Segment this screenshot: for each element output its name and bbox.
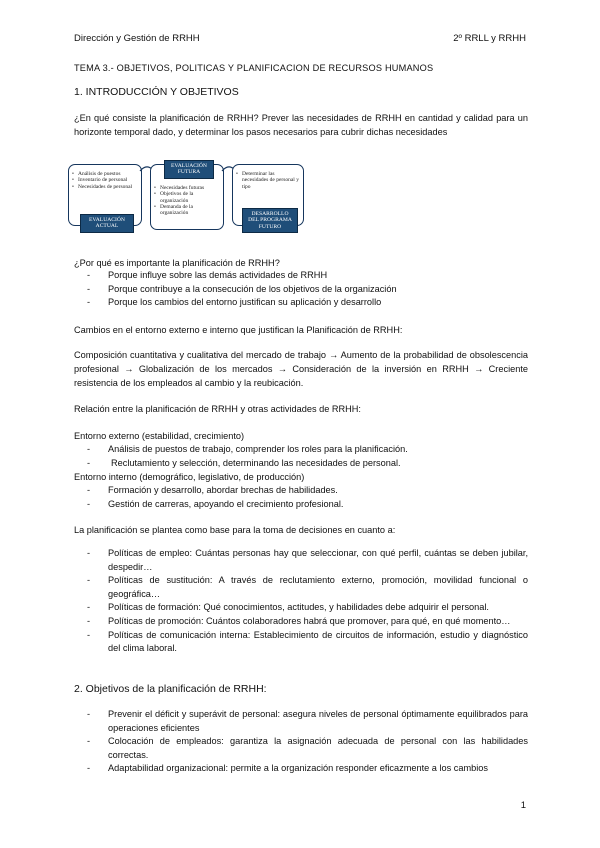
section2-title: 2. Objetivos de la planificación de RRHH: [74,683,267,695]
diagram-item: • Inventario de personal [71,177,138,183]
list-item: - Porque los cambios del entorno justifican su aplicación y desarrollo [87,297,382,308]
diagram-item: • Demanda de la organización [153,204,220,217]
list-item: - Políticas de empleo: Cuántas personas hay que seleccionar, con qué perfil, cuántas se deben jubilar, despedir… [87,548,528,572]
objetivos-list [87,708,528,776]
list-item: - Formación y desarrollo, abordar brechas de habilidades. [87,485,338,495]
section1-title: 1. INTRODUCCIÓN Y OBJETIVOS [74,86,239,98]
diagram-tag-current: EVALUACIÓN ACTUAL [80,214,134,233]
why-question: ¿Por qué es importante la planificación de RRHH? [74,258,280,268]
list-item: - Porque contribuye a la consecución de los objetivos de la organización [87,283,397,294]
tema-title: TEMA 3.- OBJETIVOS, POLITICAS Y PLANIFICACION DE RECURSOS HUMANOS [74,63,434,73]
list-item: - Prevenir el déficit y superávit de personal: asegura niveles de personal óptimamente equilibrados para operaciones eficientes [87,709,528,733]
entorno-externo: Entorno externo (estabilidad, crecimiento) [74,431,245,441]
list-item: - Reclutamiento y selección, determinando las necesidades de personal. [87,457,401,468]
relacion-title: Relación entre la planificación de RRHH y otras actividades de RRHH: [74,404,361,414]
diagram-tag-program: DESARROLLO DEL PROGRAMA FUTURO [242,208,298,233]
list-item: - Políticas de formación: Qué conocimientos, actitudes, y habilidades debe adquirir el personal. [87,602,489,613]
cambios-text: Composición cuantitativa y cualitativa del mercado de trabajo → Aumento de la probabilidad de obsolescencia profesional → Globalización de los mercados → Consideración de la inversión en RRHH → Creciente resistencia de los empleados al cambio y la reubicación. [74,350,528,388]
diagram-item: • Análisis de puestos [71,171,138,177]
diagram-tag-future: EVALUACIÓN FUTURA [164,160,214,179]
why-list [87,269,528,310]
header-right: 2º RRLL y RRHH [453,33,526,44]
planning-diagram [68,160,308,240]
diagram-item: • Necesidades futuras [153,185,220,191]
base-title: La planificación se plantea como base para la toma de decisiones en cuanto a: [74,525,396,535]
diagram-item: • Determinar las necesidades de personal y tipo [235,171,300,190]
list-item: - Análisis de puestos de trabajo, comprender los roles para la planificación. [87,444,408,454]
list-item: - Políticas de promoción: Cuántos colaboradores habrá que promover, para qué, en qué momento… [87,615,511,626]
diagram-item: • Objetivos de la organización [153,191,220,204]
intro-question: ¿En qué consiste la planificación de RRHH? Prever las necesidades de RRHH en cantidad y calidad para un horizonte temporal dado, y determinar los pasos necesarios para cubrir dichas necesidades [74,113,528,137]
list-item: - Porque influye sobre las demás actividades de RRHH [87,270,328,280]
interno-list [87,484,528,511]
header-left: Dirección y Gestión de RRHH [74,33,200,44]
politicas-list [87,547,528,656]
externo-list [87,443,528,470]
list-item: - Políticas de comunicación interna: Establecimiento de circuitos de información, estudio y diagnóstico del clima laboral. [87,629,528,654]
entorno-interno: Entorno interno (demográfico, legislativo, de producción) [74,472,305,482]
page-number: 1 [520,800,526,811]
list-item: - Adaptabilidad organizacional: permite a la organización responder eficazmente a los cambios [87,763,488,774]
cambios-title: Cambios en el entorno externo e interno que justifican la Planificación de RRHH: [74,325,403,335]
diagram-item: • Necesidades de personal [71,184,138,190]
list-item: - Colocación de empleados: garantiza la asignación adecuada de personal con las habilidades correctas. [87,736,528,760]
list-item: - Gestión de carreras, apoyando el crecimiento profesional. [87,498,344,509]
list-item: - Políticas de sustitución: A través de reclutamiento externo, promoción, movilidad funcional o geográfica… [87,575,528,599]
